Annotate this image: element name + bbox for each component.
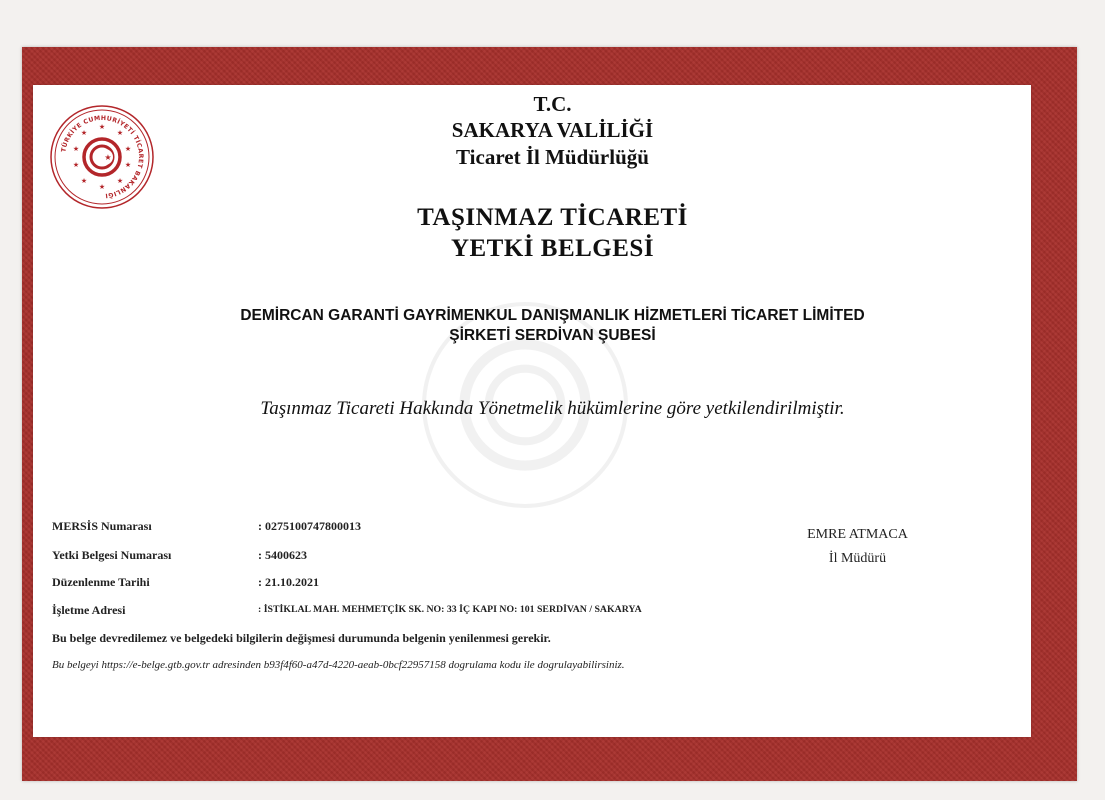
- svg-text:★: ★: [80, 129, 88, 137]
- svg-text:★: ★: [124, 145, 132, 153]
- verification-text: Bu belgeyi https://e-belge.gtb.gov.tr adresinden b93f4f60-a47d-4220-aeab-0bcf22957158 dogrulama kodu ile dogrulayabilirsiniz.: [52, 659, 625, 671]
- certificate-title-line2: YETKİ BELGESİ: [450, 235, 655, 262]
- company-name-line2: ŞİRKETİ SERDİVAN ŞUBESİ: [449, 327, 656, 344]
- issue-date-value: : 21.10.2021: [258, 575, 319, 589]
- issue-date-label: Düzenlenme Tarihi: [52, 575, 150, 589]
- mersis-label: MERSİS Numarası: [52, 519, 152, 533]
- license-number-value: : 5400623: [258, 548, 307, 562]
- svg-text:★: ★: [98, 123, 106, 131]
- license-number-label: Yetki Belgesi Numarası: [52, 548, 172, 562]
- mersis-value: : 0275100747800013: [258, 519, 361, 533]
- svg-text:★: ★: [80, 177, 88, 185]
- svg-text:★: ★: [116, 129, 124, 137]
- company-name-line1: DEMİRCAN GARANTİ GAYRİMENKUL DANIŞMANLIK HİZMETLERİ TİCARET LİMİTED: [240, 307, 865, 324]
- svg-text:★: ★: [124, 161, 132, 169]
- header-governorship: SAKARYA VALİLİĞİ: [451, 118, 654, 142]
- transfer-notice: Bu belge devredilemez ve belgedeki bilgilerin değişmesi durumunda belgenin yenilenmesi gerekir.: [52, 631, 551, 645]
- header-directorate: Ticaret İl Müdürlüğü: [456, 145, 649, 169]
- svg-text:★: ★: [72, 145, 80, 153]
- svg-text:★: ★: [104, 153, 112, 162]
- signatory-title: İl Müdürü: [828, 551, 887, 566]
- header-tc: T.C.: [533, 92, 572, 116]
- certificate-title-line1: TAŞINMAZ TİCARETİ: [417, 204, 688, 231]
- svg-text:TÜRKİYE CUMHURİYETİ TİCARET BA: TÜRKİYE CUMHURİYETİ TİCARET BAKANLIĞI: [60, 114, 145, 199]
- svg-text:★: ★: [72, 161, 80, 169]
- svg-text:★: ★: [116, 177, 124, 185]
- business-address-value: : İSTİKLAL MAH. MEHMETÇİK SK. NO: 33 İÇ KAPI NO: 101 SERDİVAN / SAKARYA: [258, 604, 642, 615]
- svg-text:★: ★: [98, 183, 106, 191]
- business-address-label: İşletme Adresi: [52, 603, 126, 617]
- authorization-statement: Taşınmaz Ticareti Hakkında Yönetmelik hükümlerine göre yetkilendirilmiştir.: [260, 398, 845, 419]
- signatory-name: EMRE ATMACA: [807, 527, 908, 542]
